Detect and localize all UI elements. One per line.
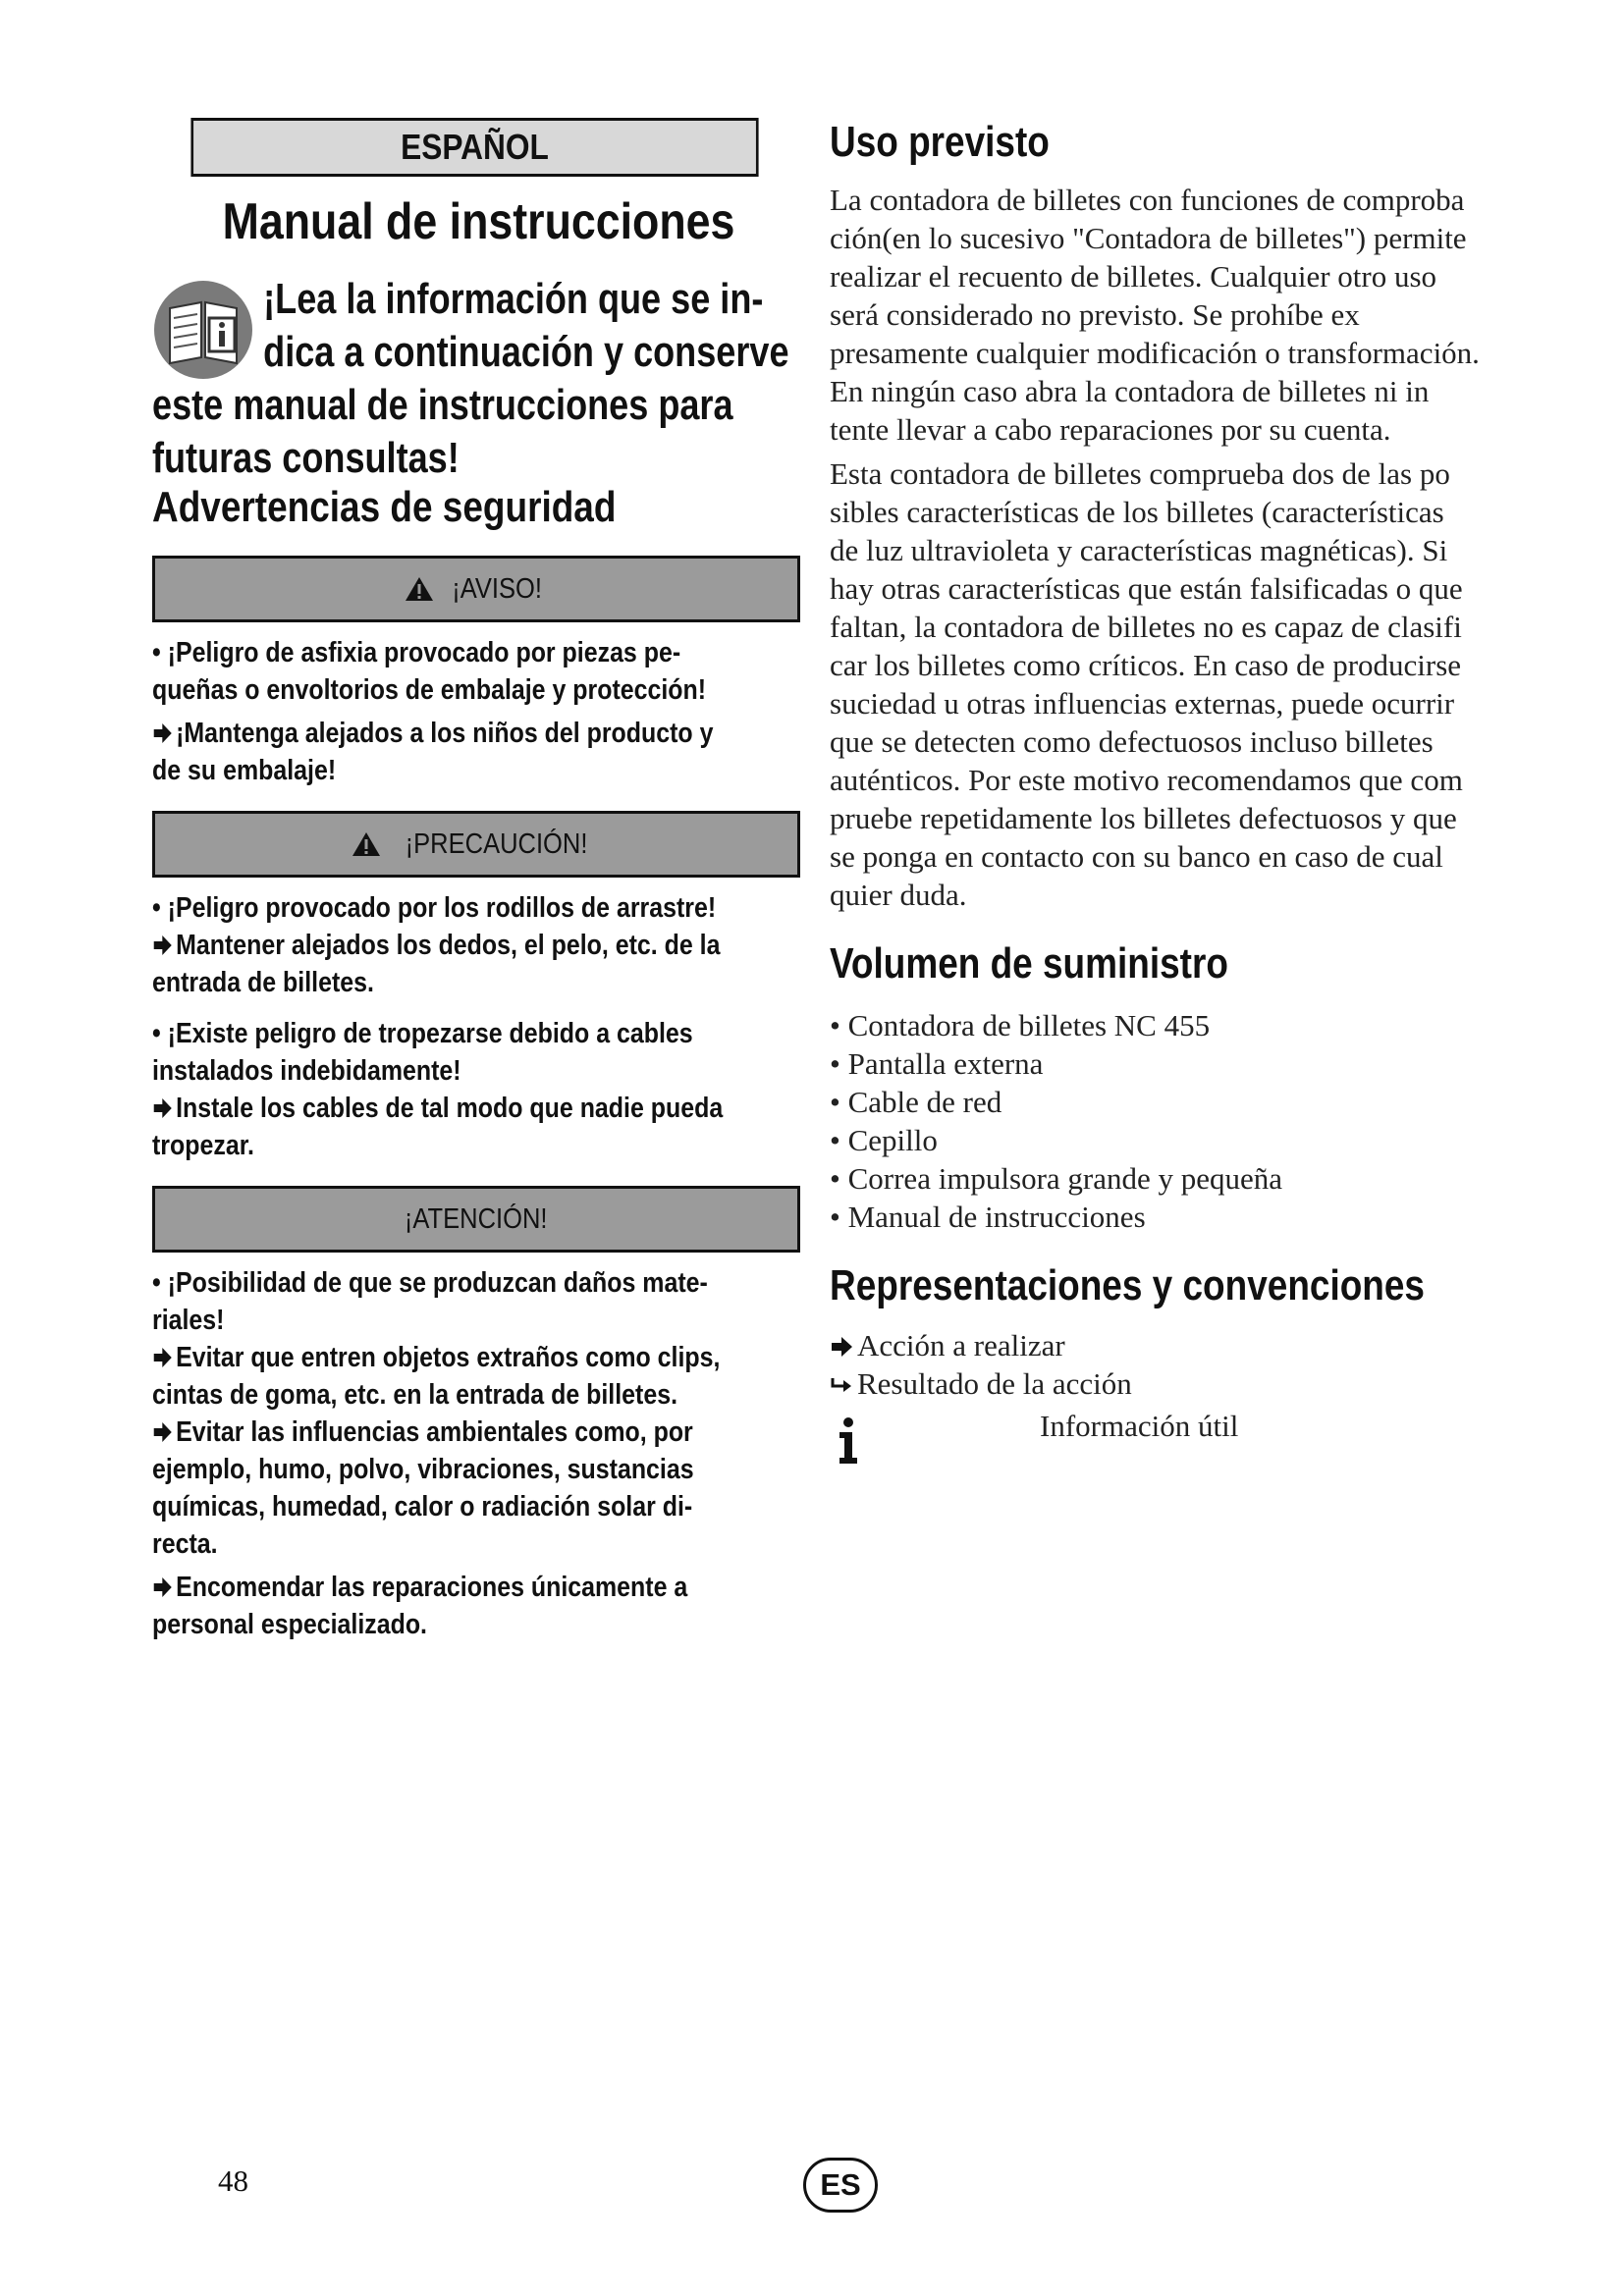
text-line: faltan, la contadora de billetes no es capaz de clasifi [830, 610, 1462, 644]
representaciones-heading: Representaciones y convenciones [830, 1261, 1425, 1309]
text-line: suciedad u otras influencias externas, puede ocurrir [830, 686, 1455, 721]
atencion-p4b: personal especializado. [152, 1609, 427, 1640]
language-label: ESPAÑOL [401, 127, 549, 167]
precaucion-p1: • ¡Peligro provocado por los rodillos de arrastre! [152, 892, 717, 924]
convention-info [830, 1407, 1551, 1466]
text-line: Esta contadora de billetes comprueba dos de las po [830, 456, 1450, 491]
left-column [152, 118, 805, 1649]
action-arrow-icon [152, 934, 173, 956]
list-item: • Correa impulsora grande y pequeña [830, 1159, 1551, 1198]
uso-paragraph-2 [830, 454, 1551, 914]
aviso-p2a: ¡Mantenga alejados a los niños del producto y [176, 718, 714, 749]
read-info-line: futuras consultas! [152, 434, 460, 482]
warning-triangle-icon [405, 576, 434, 602]
list-item: • Contadora de billetes NC 455 [830, 1006, 1551, 1044]
list-item: • Manual de instrucciones [830, 1198, 1551, 1236]
aviso-box [152, 556, 800, 622]
language-badge-text: ES [820, 2167, 861, 2202]
precaucion-p3b: instalados indebidamente! [152, 1055, 461, 1087]
action-arrow-icon [152, 1347, 173, 1368]
page-number: 48 [218, 2163, 248, 2198]
volumen-list [830, 1006, 1551, 1236]
text-line: realizar el recuento de billetes. Cualquier otro uso [830, 259, 1437, 294]
language-box [190, 118, 758, 177]
list-item: • Cable de red [830, 1083, 1551, 1121]
action-arrow-icon [830, 1336, 853, 1358]
precaucion-text [152, 889, 802, 1164]
manual-title: Manual de instrucciones [222, 193, 735, 250]
list-item: • Pantalla externa [830, 1044, 1551, 1083]
accion-text: Acción a realizar [857, 1328, 1065, 1362]
convention-action [830, 1326, 1551, 1364]
text-line: presamente cualquier modificación o transformación. [830, 336, 1480, 370]
list-item: • Cepillo [830, 1121, 1551, 1159]
read-info-line: dica a continuación y conserve [263, 328, 789, 376]
uso-heading: Uso previsto [830, 118, 1050, 166]
text-line: quier duda. [830, 878, 967, 912]
read-info-block [152, 273, 805, 482]
aviso-p2b: de su embalaje! [152, 755, 337, 786]
atencion-label: ¡ATENCIÓN! [405, 1202, 548, 1235]
action-arrow-icon [152, 1421, 173, 1443]
text-line: se ponga en contacto con su banco en caso de cual [830, 839, 1443, 874]
read-info-line: este manual de instrucciones para [152, 381, 733, 429]
atencion-text [152, 1264, 802, 1643]
aviso-p1b: queñas o envoltorios de embalaje y protección! [152, 674, 707, 706]
action-arrow-icon [152, 1576, 173, 1598]
precaucion-p4a: Instale los cables de tal modo que nadie pueda [176, 1093, 724, 1124]
aviso-text [152, 634, 802, 789]
right-column [830, 118, 1551, 1466]
atencion-p4a: Encomendar las reparaciones únicamente a [176, 1572, 688, 1603]
safety-heading: Advertencias de seguridad [152, 483, 617, 531]
atencion-p1b: riales! [152, 1305, 225, 1336]
text-line: de luz ultravioleta y características magnéticas). Si [830, 533, 1448, 567]
text-line: auténticos. Por este motivo recomendamos que com [830, 763, 1463, 797]
warning-triangle-icon [352, 831, 381, 857]
aviso-label: ¡AVISO! [452, 572, 542, 605]
precaucion-p2b: entrada de billetes. [152, 967, 374, 998]
text-line: En ningún caso abra la contadora de billetes ni in [830, 374, 1430, 408]
atencion-p3c: químicas, humedad, calor o radiación solar di- [152, 1491, 693, 1522]
atencion-p3b: ejemplo, humo, polvo, vibraciones, sustancias [152, 1454, 694, 1485]
volumen-heading: Volumen de suministro [830, 939, 1228, 988]
atencion-p1a: • ¡Posibilidad de que se produzcan daños mate- [152, 1267, 708, 1299]
action-arrow-icon [152, 722, 173, 744]
text-line: car los billetes como críticos. En caso de producirse [830, 648, 1462, 682]
text-line: sibles características de los billetes (características [830, 495, 1444, 529]
precaucion-box [152, 811, 800, 878]
atencion-p2a: Evitar que entren objetos extraños como clips, [176, 1342, 721, 1373]
text-line: hay otras características que están falsificadas o que [830, 571, 1463, 606]
result-arrow-icon [830, 1374, 853, 1396]
uso-paragraph-1 [830, 181, 1551, 449]
action-arrow-icon [152, 1097, 173, 1119]
text-line: pruebe repetidamente los billetes defectuosos y que [830, 801, 1457, 835]
conventions-block [830, 1326, 1551, 1466]
atencion-box [152, 1186, 800, 1253]
precaucion-label: ¡PRECAUCIÓN! [406, 828, 588, 860]
atencion-p2b: cintas de goma, etc. en la entrada de billetes. [152, 1379, 678, 1411]
atencion-p3a: Evitar las influencias ambientales como, por [176, 1416, 693, 1448]
text-line: ción(en lo sucesivo "Contadora de billetes") permite [830, 221, 1467, 255]
aviso-p1a: • ¡Peligro de asfixia provocado por piezas pe- [152, 637, 681, 668]
language-badge [803, 2158, 878, 2213]
resultado-text: Resultado de la acción [857, 1366, 1132, 1401]
convention-result [830, 1364, 1551, 1403]
precaucion-p4b: tropezar. [152, 1130, 254, 1161]
text-line: La contadora de billetes con funciones de comproba [830, 183, 1465, 217]
informacion-text: Información útil [1040, 1409, 1239, 1443]
atencion-p3d: recta. [152, 1528, 218, 1560]
text-line: tente llevar a cabo reparaciones por su cuenta. [830, 412, 1391, 447]
precaucion-p2a: Mantener alejados los dedos, el pelo, etc. de la [176, 930, 721, 961]
info-icon [836, 1416, 861, 1466]
text-line: que se detecten como defectuosos incluso billetes [830, 724, 1434, 759]
precaucion-p3a: • ¡Existe peligro de tropezarse debido a cables [152, 1018, 693, 1049]
text-line: será considerado no previsto. Se prohíbe ex [830, 297, 1360, 332]
read-info-line: ¡Lea la información que se in- [263, 275, 764, 323]
